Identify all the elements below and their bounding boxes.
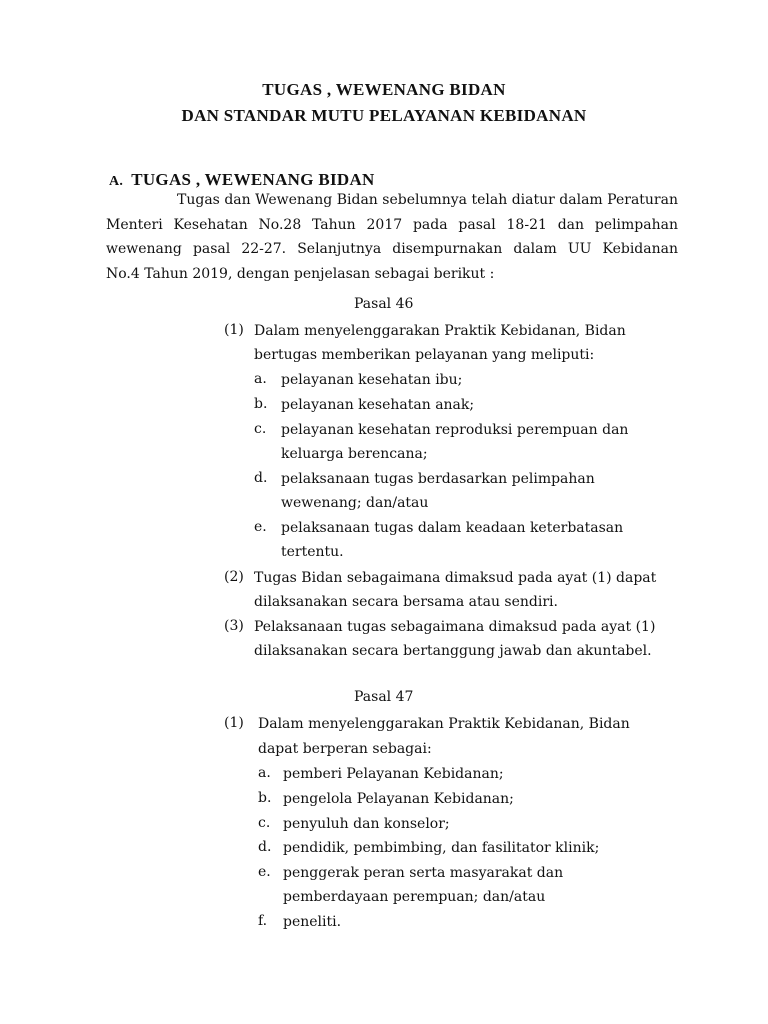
item-text: dilaksanakan secara bertanggung jawab dan akuntabel. [254, 643, 652, 659]
section-a-title: TUGAS , WEWENANG BIDAN [131, 170, 375, 189]
document-title-line-1: TUGAS , WEWENANG BIDAN [262, 80, 506, 99]
pasal-47-heading: Pasal 47 [354, 689, 414, 705]
subitem-text: penggerak peran serta masyarakat dan [283, 865, 564, 881]
section-a-heading [109, 170, 375, 190]
section-a-letter: A. [109, 174, 124, 189]
pasal-46-heading: Pasal 46 [354, 296, 414, 312]
subitem-text: pemberdayaan perempuan; dan/atau [283, 889, 546, 905]
intro-line: wewenang pasal 22-27. Selanjutnya disempurnakan dalam UU Kebidanan [106, 241, 678, 257]
subitem-mark: b. [254, 396, 268, 412]
subitem-mark: a. [258, 765, 271, 781]
subitem-mark: d. [254, 470, 268, 486]
intro-line: No.4 Tahun 2019, dengan penjelasan sebagai berikut : [106, 265, 495, 282]
subitem-mark: e. [258, 864, 271, 880]
subitem-text: pelaksanaan tugas berdasarkan pelimpahan [281, 471, 595, 487]
item-number: (3) [224, 618, 244, 634]
subitem-mark: f. [258, 913, 268, 929]
subitem-mark: e. [254, 519, 267, 535]
subitem-text: keluarga berencana; [281, 446, 428, 462]
item-text: bertugas memberikan pelayanan yang meliputi: [254, 347, 595, 363]
item-text: Pelaksanaan tugas sebagaimana dimaksud pada ayat (1) [254, 619, 656, 635]
subitem-text: pendidik, pembimbing, dan fasilitator klinik; [283, 840, 600, 856]
subitem-mark: a. [254, 371, 267, 387]
subitem-mark: c. [254, 421, 267, 437]
item-text: Dalam menyelenggarakan Praktik Kebidanan, Bidan [254, 323, 626, 339]
subitem-text: tertentu. [281, 544, 344, 560]
subitem-text: pelayanan kesehatan reproduksi perempuan dan [281, 422, 629, 438]
item-text: Tugas Bidan sebagaimana dimaksud pada ayat (1) dapat [254, 570, 657, 586]
intro-line: Menteri Kesehatan No.28 Tahun 2017 pada pasal 18-21 dan pelimpahan [106, 216, 678, 233]
subitem-text: pelaksanaan tugas dalam keadaan keterbatasan [281, 520, 624, 536]
item-number: (1) [224, 322, 244, 338]
subitem-text: pengelola Pelayanan Kebidanan; [283, 791, 514, 807]
subitem-mark: d. [258, 839, 272, 855]
item-text: dilaksanakan secara bersama atau sendiri. [254, 594, 558, 610]
subitem-text: pemberi Pelayanan Kebidanan; [283, 766, 504, 782]
subitem-text: pelayanan kesehatan ibu; [281, 372, 463, 388]
subitem-mark: c. [258, 815, 271, 831]
item-number: (1) [224, 715, 244, 731]
subitem-text: pelayanan kesehatan anak; [281, 397, 475, 413]
subitem-mark: b. [258, 790, 272, 806]
subitem-text: peneliti. [283, 914, 342, 930]
item-text: dapat berperan sebagai: [258, 741, 432, 757]
section-a-intro-paragraph [106, 188, 678, 286]
document-title-line-2: DAN STANDAR MUTU PELAYANAN KEBIDANAN [181, 106, 587, 125]
subitem-text: wewenang; dan/atau [281, 495, 429, 511]
item-number: (2) [224, 569, 244, 585]
intro-line: Tugas dan Wewenang Bidan sebelumnya telah diatur dalam Peraturan [177, 192, 678, 208]
subitem-text: penyuluh dan konselor; [283, 816, 450, 832]
item-text: Dalam menyelenggarakan Praktik Kebidanan, Bidan [258, 716, 630, 732]
